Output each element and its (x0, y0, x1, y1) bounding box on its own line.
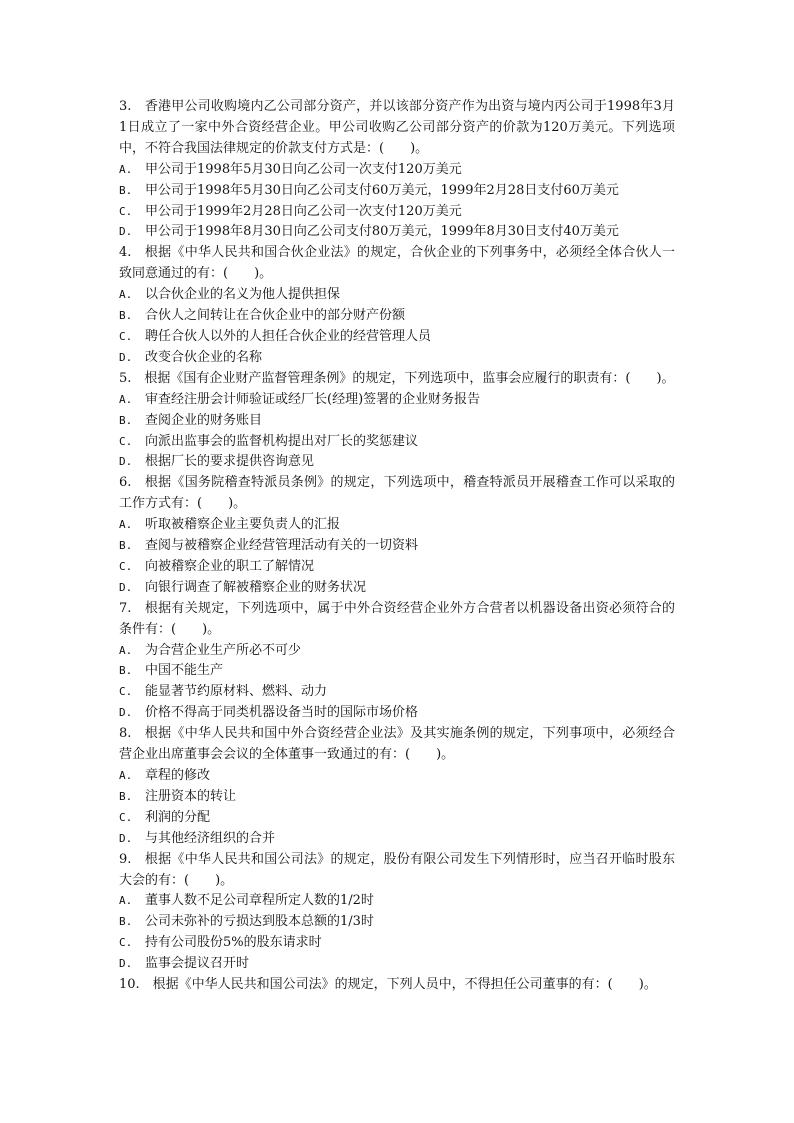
option-letter: B. (119, 413, 133, 427)
option-c (119, 557, 675, 578)
option-a (119, 641, 675, 662)
option-a (119, 515, 675, 536)
option-a (119, 160, 675, 181)
question-stem: 8. 根据《中华人民共和国中外合资经营企业法》及其实施条例的规定，下列事项中，必须经合营企业出席董事会会议的全体董事一致通过的有：( )。 (119, 726, 675, 763)
question-stem: 9. 根据《中华人民共和国公司法》的规定，股份有限公司发生下列情形时，应当召开临时股东大会的有：( )。 (119, 851, 675, 888)
option-letter: D. (119, 225, 133, 239)
option-d (119, 452, 675, 473)
option-d (119, 348, 675, 369)
option-b (119, 411, 675, 432)
option-text: 为合营企业生产所必不可少 (145, 642, 302, 658)
option-text: 查阅企业的财务账目 (145, 412, 263, 428)
option-text: 听取被稽察企业主要负责人的汇报 (145, 517, 341, 533)
question-10 (119, 975, 675, 996)
option-letter: A. (119, 162, 133, 176)
option-d (119, 829, 675, 850)
option-letter: D. (119, 350, 133, 364)
question-4 (119, 243, 675, 368)
option-letter: C. (119, 434, 133, 448)
option-text: 以合伙企业的名义为他人提供担保 (145, 287, 341, 303)
option-letter: A. (119, 894, 133, 908)
option-letter: C. (119, 329, 133, 343)
option-text: 根据厂长的要求提供咨询意见 (145, 454, 315, 470)
option-d (119, 222, 675, 243)
option-b (119, 912, 675, 933)
option-text: 利润的分配 (145, 809, 211, 825)
question-9 (119, 850, 675, 975)
option-text: 向派出监事会的监督机构提出对厂长的奖惩建议 (145, 433, 419, 449)
option-letter: B. (119, 789, 133, 803)
option-c (119, 933, 675, 954)
option-letter: A. (119, 392, 133, 406)
option-b (119, 306, 675, 327)
option-b (119, 536, 675, 557)
question-stem: 7. 根据有关规定，下列选项中，属于中外合资经营企业外方合营者以机器设备出资必须符合的条件有：( )。 (119, 600, 675, 637)
option-text: 价格不得高于同类机器设备当时的国际市场价格 (145, 705, 419, 721)
option-text: 与其他经济组织的合并 (145, 830, 276, 846)
option-letter: B. (119, 309, 133, 323)
option-text: 注册资本的转让 (145, 788, 237, 804)
option-letter: A. (119, 288, 133, 302)
option-a (119, 285, 675, 306)
option-letter: C. (119, 559, 133, 573)
option-c (119, 808, 675, 829)
option-a (119, 390, 675, 411)
option-letter: A. (119, 518, 133, 532)
question-3 (119, 97, 675, 243)
option-text: 持有公司股份5%的股东请求时 (145, 935, 322, 951)
option-letter: D. (119, 831, 133, 845)
option-letter: D. (119, 957, 133, 971)
option-text: 向被稽察企业的职工了解情况 (145, 558, 315, 574)
option-letter: C. (119, 685, 133, 699)
option-letter: B. (119, 915, 133, 929)
question-stem: 5. 根据《国有企业财产监督管理条例》的规定，下列选项中，监事会应履行的职责有：( )。 (119, 370, 675, 386)
option-text: 查阅与被稽察企业经营管理活动有关的一切资料 (145, 538, 419, 554)
question-stem: 6. 根据《国务院稽查特派员条例》的规定，下列选项中，稽查特派员开展稽查工作可以采取的工作方式有：( )。 (119, 475, 675, 512)
option-c (119, 327, 675, 348)
question-stem: 3. 香港甲公司收购境内乙公司部分资产，并以该部分资产作为出资与境内丙公司于1998年3月1日成立了一家中外合资经营企业。甲公司收购乙公司部分资产的价款为120万美元。下列选项中，不符合我国法律规定的价款支付方式是：( )。 (119, 99, 675, 156)
question-stem: 4. 根据《中华人民共和国合伙企业法》的规定，合伙企业的下列事务中，必须经全体合伙人一致同意通过的有：( )。 (119, 245, 675, 282)
option-letter: D. (119, 706, 133, 720)
document-page (119, 97, 675, 996)
option-letter: B. (119, 183, 133, 197)
option-letter: A. (119, 769, 133, 782)
option-text: 聘任合伙人以外的人担任合伙企业的经营管理人员 (145, 328, 432, 344)
option-letter: D. (119, 580, 133, 594)
question-8 (119, 724, 675, 849)
option-letter: C. (119, 936, 133, 950)
option-letter: D. (119, 455, 133, 469)
question-stem: 10. 根据《中华人民共和国公司法》的规定，下列人员中，不得担任公司董事的有：( )。 (119, 977, 657, 993)
option-text: 中国不能生产 (145, 663, 224, 679)
option-letter: A. (119, 643, 133, 657)
option-d (119, 954, 675, 975)
option-text: 章程的修改 (145, 768, 211, 783)
option-a (119, 766, 675, 787)
option-a (119, 891, 675, 912)
option-letter: C. (119, 810, 133, 824)
option-c (119, 682, 675, 703)
option-d (119, 703, 675, 724)
option-d (119, 578, 675, 599)
option-b (119, 661, 675, 682)
option-b (119, 181, 675, 202)
option-text: 监事会提议召开时 (145, 956, 250, 972)
option-text: 董事人数不足公司章程所定人数的1/2时 (145, 893, 374, 909)
option-text: 甲公司于1999年2月28日向乙公司一次支付120万美元 (145, 203, 462, 219)
question-6 (119, 473, 675, 598)
option-c (119, 432, 675, 453)
option-text: 公司未弥补的亏损达到股本总额的1/3时 (145, 914, 374, 930)
option-b (119, 787, 675, 808)
option-text: 改变合伙企业的名称 (145, 349, 263, 365)
question-5 (119, 369, 675, 474)
option-text: 甲公司于1998年5月30日向乙公司一次支付120万美元 (145, 161, 462, 177)
option-text: 甲公司于1998年5月30日向乙公司支付60万美元，1999年2月28日支付60万美元 (145, 182, 619, 198)
option-letter: C. (119, 204, 133, 218)
option-letter: B. (119, 664, 133, 678)
option-text: 能显著节约原材料、燃料、动力 (145, 684, 328, 700)
option-text: 审查经注册会计师验证或经厂长(经理)签署的企业财务报告 (145, 391, 481, 407)
option-text: 向银行调查了解被稽察企业的财务状况 (145, 579, 367, 595)
question-7 (119, 599, 675, 724)
option-c (119, 202, 675, 223)
option-letter: B. (119, 539, 133, 553)
option-text: 甲公司于1998年8月30日向乙公司支付80万美元，1999年8月30日支付40万美元 (145, 224, 619, 240)
option-text: 合伙人之间转让在合伙企业中的部分财产份额 (145, 308, 406, 324)
